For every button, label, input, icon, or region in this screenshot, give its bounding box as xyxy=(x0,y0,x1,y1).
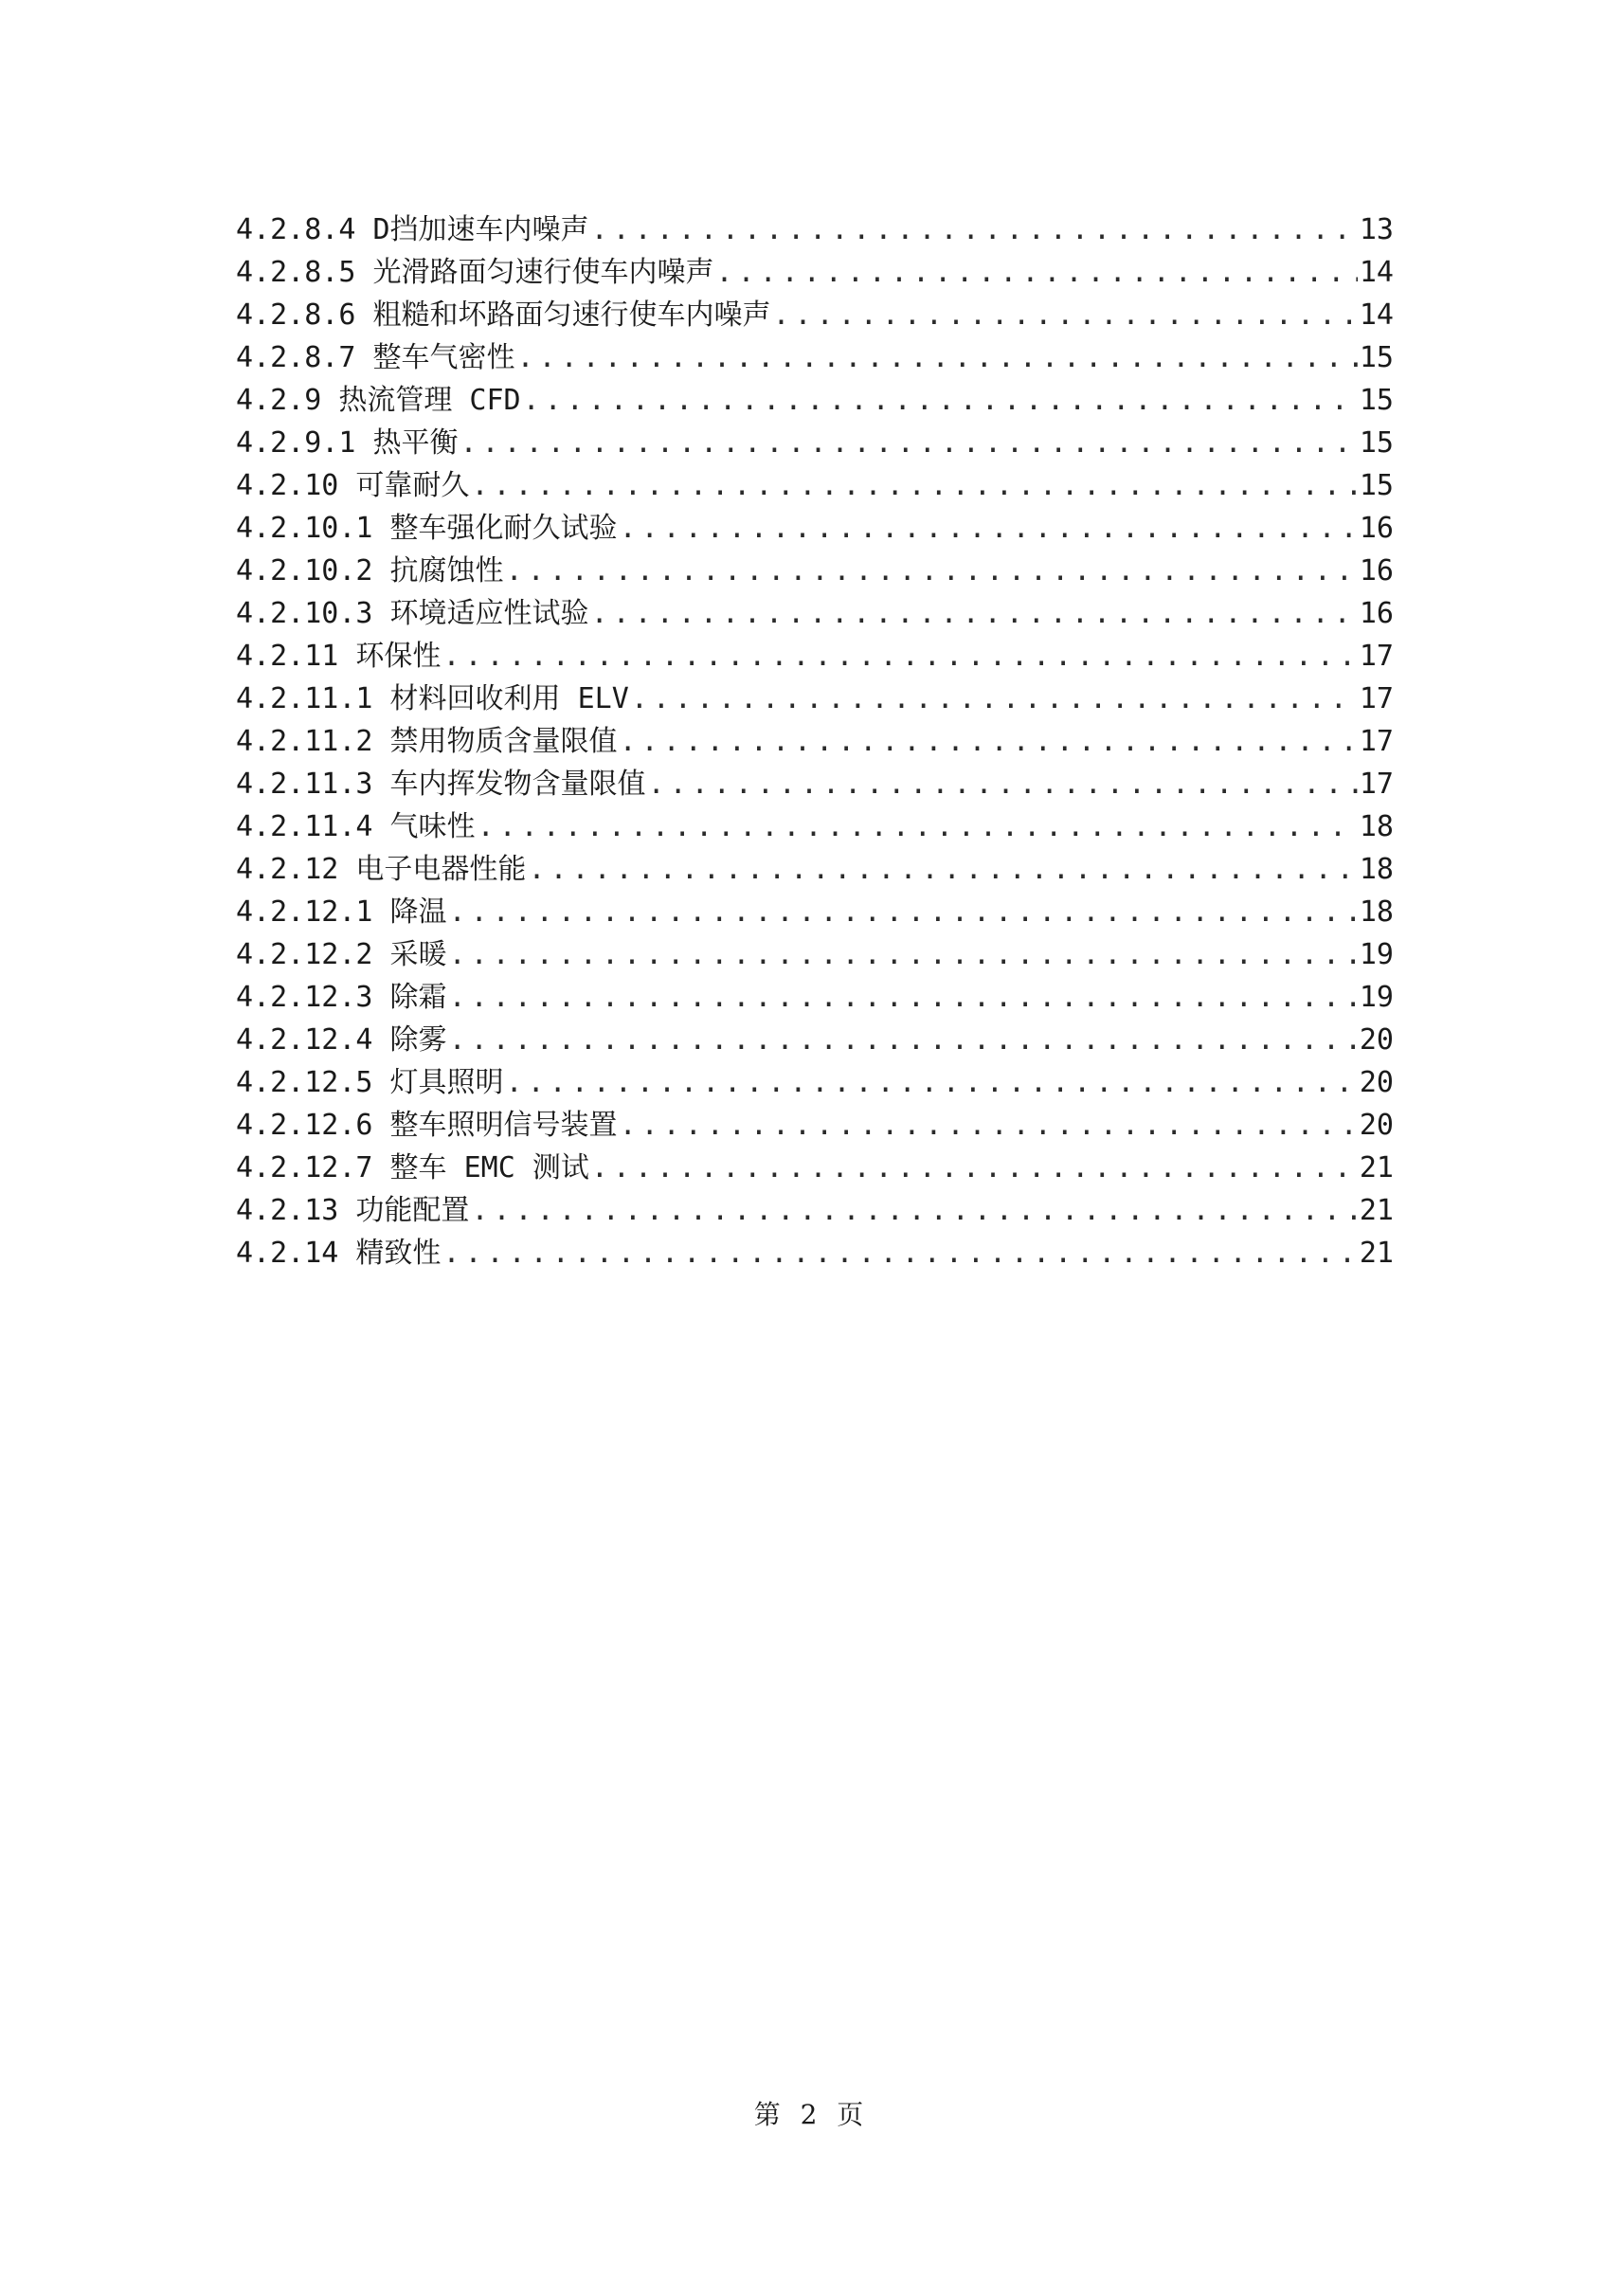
toc-entry-page: 18 xyxy=(1359,853,1394,886)
page-number-footer: 第 2 页 xyxy=(753,2099,870,2130)
toc-dot-leader xyxy=(620,507,1358,550)
toc-entry-title: 4.2.8.7 整车气密性 xyxy=(236,341,515,374)
toc-entry-page: 20 xyxy=(1359,1066,1394,1099)
toc-dot-leader xyxy=(517,336,1358,379)
toc-entry[interactable] xyxy=(236,208,1394,251)
toc-entry-title: 4.2.12.4 除雾 xyxy=(236,1023,447,1057)
toc-entry[interactable] xyxy=(236,1189,1394,1232)
toc-entry-title: 4.2.10.1 整车强化耐久试验 xyxy=(236,512,618,545)
toc-entry-title: 4.2.8.4 D挡加速车内噪声 xyxy=(236,213,589,246)
toc-entry[interactable] xyxy=(236,1232,1394,1275)
toc-dot-leader xyxy=(449,891,1358,933)
toc-entry-title: 4.2.11 环保性 xyxy=(236,640,442,673)
toc-entry[interactable] xyxy=(236,592,1394,635)
toc-entry[interactable] xyxy=(236,635,1394,678)
toc-entry-title: 4.2.11.1 材料回收利用 ELV xyxy=(236,682,629,715)
toc-entry-page: 17 xyxy=(1359,682,1394,715)
toc-dot-leader xyxy=(591,208,1358,251)
toc-dot-leader xyxy=(506,1061,1358,1104)
toc-entry[interactable] xyxy=(236,550,1394,592)
toc-dot-leader xyxy=(506,550,1358,592)
toc-entry[interactable] xyxy=(236,1061,1394,1104)
toc-entry-page: 13 xyxy=(1359,213,1394,246)
toc-entry-title: 4.2.8.6 粗糙和坏路面匀速行使车内噪声 xyxy=(236,298,771,332)
table-of-contents xyxy=(236,208,1394,1275)
toc-entry[interactable] xyxy=(236,336,1394,379)
toc-entry-page: 15 xyxy=(1359,426,1394,460)
toc-entry-title: 4.2.11.4 气味性 xyxy=(236,810,476,843)
toc-dot-leader xyxy=(620,1104,1358,1147)
toc-dot-leader xyxy=(478,805,1358,848)
toc-entry-page: 14 xyxy=(1359,298,1394,332)
toc-dot-leader xyxy=(471,1189,1357,1232)
toc-entry[interactable] xyxy=(236,805,1394,848)
toc-entry-title: 4.2.12 电子电器性能 xyxy=(236,853,527,886)
toc-entry[interactable] xyxy=(236,976,1394,1019)
toc-entry[interactable] xyxy=(236,379,1394,422)
toc-entry[interactable] xyxy=(236,251,1394,294)
toc-dot-leader xyxy=(449,976,1358,1019)
toc-dot-leader xyxy=(449,933,1358,976)
toc-entry-page: 20 xyxy=(1359,1109,1394,1142)
toc-dot-leader xyxy=(773,294,1358,336)
toc-entry-title: 4.2.9 热流管理 CFD xyxy=(236,384,521,417)
toc-entry-title: 4.2.12.7 整车 EMC 测试 xyxy=(236,1151,589,1184)
toc-entry-title: 4.2.11.2 禁用物质含量限值 xyxy=(236,725,618,758)
toc-entry-title: 4.2.14 精致性 xyxy=(236,1237,442,1270)
toc-entry[interactable] xyxy=(236,1104,1394,1147)
toc-dot-leader xyxy=(471,464,1357,507)
toc-dot-leader xyxy=(442,635,1357,678)
toc-dot-leader xyxy=(620,720,1358,763)
toc-entry-page: 15 xyxy=(1359,384,1394,417)
toc-entry-page: 19 xyxy=(1359,938,1394,971)
toc-entry[interactable] xyxy=(236,1147,1394,1189)
toc-dot-leader xyxy=(591,592,1358,635)
toc-entry[interactable] xyxy=(236,464,1394,507)
toc-entry-page: 17 xyxy=(1359,768,1394,801)
toc-entry-page: 16 xyxy=(1359,597,1394,630)
toc-entry[interactable] xyxy=(236,678,1394,720)
toc-dot-leader xyxy=(528,848,1357,891)
toc-dot-leader xyxy=(591,1147,1358,1189)
toc-entry-title: 4.2.10.2 抗腐蚀性 xyxy=(236,554,504,588)
toc-dot-leader xyxy=(631,678,1358,720)
toc-entry-title: 4.2.10 可靠耐久 xyxy=(236,469,470,502)
toc-entry-page: 16 xyxy=(1359,554,1394,588)
toc-entry-page: 19 xyxy=(1359,981,1394,1014)
toc-entry-page: 18 xyxy=(1359,810,1394,843)
toc-entry-title: 4.2.12.6 整车照明信号装置 xyxy=(236,1109,618,1142)
toc-entry-page: 17 xyxy=(1359,640,1394,673)
toc-dot-leader xyxy=(460,422,1358,464)
toc-entry-page: 16 xyxy=(1359,512,1394,545)
toc-entry-title: 4.2.12.1 降温 xyxy=(236,895,447,929)
toc-entry-title: 4.2.10.3 环境适应性试验 xyxy=(236,597,589,630)
toc-entry[interactable] xyxy=(236,1019,1394,1061)
toc-entry-title: 4.2.8.5 光滑路面匀速行使车内噪声 xyxy=(236,256,714,289)
toc-entry-page: 21 xyxy=(1359,1237,1394,1270)
toc-entry-page: 21 xyxy=(1359,1151,1394,1184)
toc-entry-page: 21 xyxy=(1359,1194,1394,1227)
toc-dot-leader xyxy=(449,1019,1358,1061)
toc-entry-title: 4.2.13 功能配置 xyxy=(236,1194,470,1227)
toc-entry-page: 18 xyxy=(1359,895,1394,929)
toc-entry[interactable] xyxy=(236,422,1394,464)
toc-entry-title: 4.2.12.2 采暖 xyxy=(236,938,447,971)
toc-entry-page: 20 xyxy=(1359,1023,1394,1057)
toc-dot-leader xyxy=(442,1232,1357,1275)
toc-entry-page: 14 xyxy=(1359,256,1394,289)
toc-dot-leader xyxy=(716,251,1358,294)
toc-dot-leader xyxy=(523,379,1358,422)
toc-entry-title: 4.2.11.3 车内挥发物含量限值 xyxy=(236,768,646,801)
toc-entry[interactable] xyxy=(236,933,1394,976)
toc-entry[interactable] xyxy=(236,507,1394,550)
toc-entry[interactable] xyxy=(236,763,1394,805)
toc-entry-page: 15 xyxy=(1359,469,1394,502)
toc-entry-title: 4.2.9.1 热平衡 xyxy=(236,426,459,460)
toc-entry[interactable] xyxy=(236,720,1394,763)
toc-entry-title: 4.2.12.5 灯具照明 xyxy=(236,1066,504,1099)
toc-entry-page: 17 xyxy=(1359,725,1394,758)
toc-entry[interactable] xyxy=(236,891,1394,933)
toc-entry[interactable] xyxy=(236,848,1394,891)
toc-entry-page: 15 xyxy=(1359,341,1394,374)
toc-entry-title: 4.2.12.3 除霜 xyxy=(236,981,447,1014)
toc-entry[interactable] xyxy=(236,294,1394,336)
toc-dot-leader xyxy=(648,763,1358,805)
